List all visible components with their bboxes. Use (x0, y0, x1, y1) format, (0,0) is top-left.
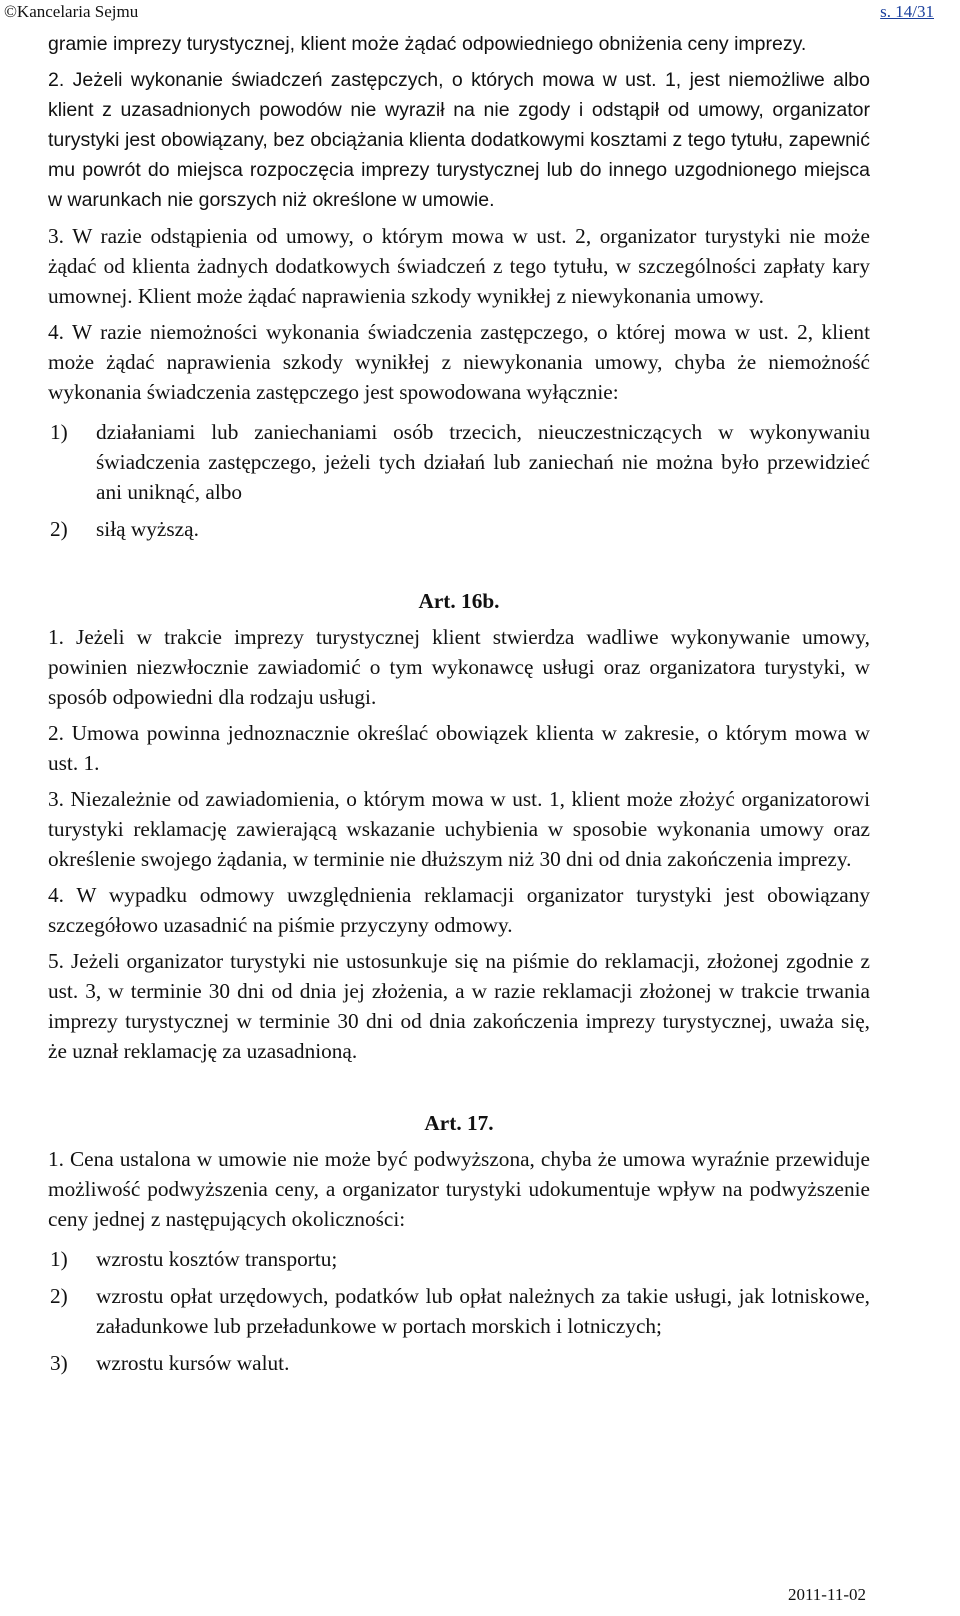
article-title-17: Art. 17. (424, 1111, 494, 1135)
art16b-paragraph-5: 5. Jeżeli organizator turystyki nie ustosunkuje się na piśmie do reklamacji, złożonej zgodnie z ust. 3, w terminie 30 dni od dnia jej złożenia, a w razie reklamacji złożonej w trakcie trwania imprezy turystycznej w terminie 30 dni od dnia zakończenia imprezy turystycznej, uważa się, że uznał reklamację za uzasadnioną. (48, 949, 870, 1063)
art16a-paragraph-2: 2. Jeżeli wykonanie świadczeń zastępczych, o których mowa w ust. 1, jest niemożliwe albo klient z uzasadnionych powodów nie wyraził na nie zgody i odstąpił od umowy, organizator turystyki jest obowiązany, bez obciążania klienta dodatkowymi kosztami z tego tytułu, zapewnić mu powrót do miejsca rozpoczęcia imprezy turystycznej lub do innego uzgodnionego miejsca w warunkach nie gorszych niż określone w umowie. (48, 69, 870, 211)
page-number-link[interactable]: s. 14/31 (880, 2, 934, 21)
art17-list (48, 1244, 870, 1378)
header-page-number (880, 2, 934, 22)
art16a-paragraph-3: 3. W razie odstąpienia od umowy, o którym mowa w ust. 2, organizator turystyki nie może żądać od klienta żadnych dodatkowych świadczeń z tego tytułu, w szczególności zapłaty kary umownej. Klient może żądać naprawienia szkody wynikłej z niewykonania umowy. (48, 224, 870, 308)
list-item (48, 417, 870, 507)
list-item-number: 3) (50, 1351, 68, 1375)
art16a-list (48, 417, 870, 544)
list-item (48, 514, 870, 544)
art16b-paragraph-4: 4. W wypadku odmowy uwzględnienia reklamacji organizator turystyki jest obowiązany szczegółowo uzasadnić na piśmie przyczyny odmowy. (48, 883, 870, 937)
footer-date: 2011-11-02 (787, 1585, 866, 1604)
document-body (48, 29, 870, 1388)
list-item-text: siłą wyższą. (96, 517, 199, 541)
list-item (48, 1244, 870, 1274)
list-item-text: wzrostu kursów walut. (96, 1351, 290, 1375)
list-item-text: wzrostu opłat urzędowych, podatków lub opłat należnych za takie usługi, jak lotniskowe, załadunkowe lub przeładunkowe w portach morskich i lotniczych; (96, 1284, 870, 1338)
art16b-paragraph-1: 1. Jeżeli w trakcie imprezy turystycznej klient stwierdza wadliwe wykonywanie umowy, powinien niezwłocznie zawiadomić o tym wykonawcę usługi oraz organizatora turystyki, w sposób odpowiedni dla rodzaju usługi. (48, 625, 870, 709)
list-item-number: 2) (50, 517, 68, 541)
article-title-16b: Art. 16b. (418, 589, 500, 613)
continuation-paragraph: gramie imprezy turystycznej, klient może żądać odpowiedniego obniżenia ceny imprezy. (48, 33, 807, 55)
list-item-text: wzrostu kosztów transportu; (96, 1247, 338, 1271)
list-item (48, 1348, 870, 1378)
art16b-paragraph-2: 2. Umowa powinna jednoznacznie określać obowiązek klienta w zakresie, o którym mowa w ust. 1. (48, 721, 870, 775)
list-item-number: 1) (50, 420, 68, 444)
header-source: ©Kancelaria Sejmu (4, 2, 139, 21)
list-item (48, 1281, 870, 1341)
list-item-number: 1) (50, 1247, 68, 1271)
art17-paragraph-1: 1. Cena ustalona w umowie nie może być podwyższona, chyba że umowa wyraźnie przewiduje możliwość podwyższenia ceny, a organizator turystyki udokumentuje wpływ na podwyższenie ceny jednej z następujących okoliczności: (48, 1147, 870, 1231)
list-item-number: 2) (50, 1284, 68, 1308)
art16a-paragraph-4: 4. W razie niemożności wykonania świadczenia zastępczego, o której mowa w ust. 2, klient może żądać naprawienia szkody wynikłej z niewykonania umowy, chyba że niemożność wykonania świadczenia zastępczego jest spowodowana wyłącznie: (48, 320, 870, 404)
list-item-text: działaniami lub zaniechaniami osób trzecich, nieuczestniczących w wykonywaniu świadczenia zastępczego, jeżeli tych działań lub zaniechań nie można było przewidzieć ani uniknąć, albo (96, 420, 870, 504)
art16b-paragraph-3: 3. Niezależnie od zawiadomienia, o którym mowa w ust. 1, klient może złożyć organizatorowi turystyki reklamację zawierającą wskazanie uchybienia w sposobie wykonania umowy oraz określenie swojego żądania, w terminie nie dłuższym niż 30 dni od dnia zakończenia imprezy. (48, 787, 870, 871)
